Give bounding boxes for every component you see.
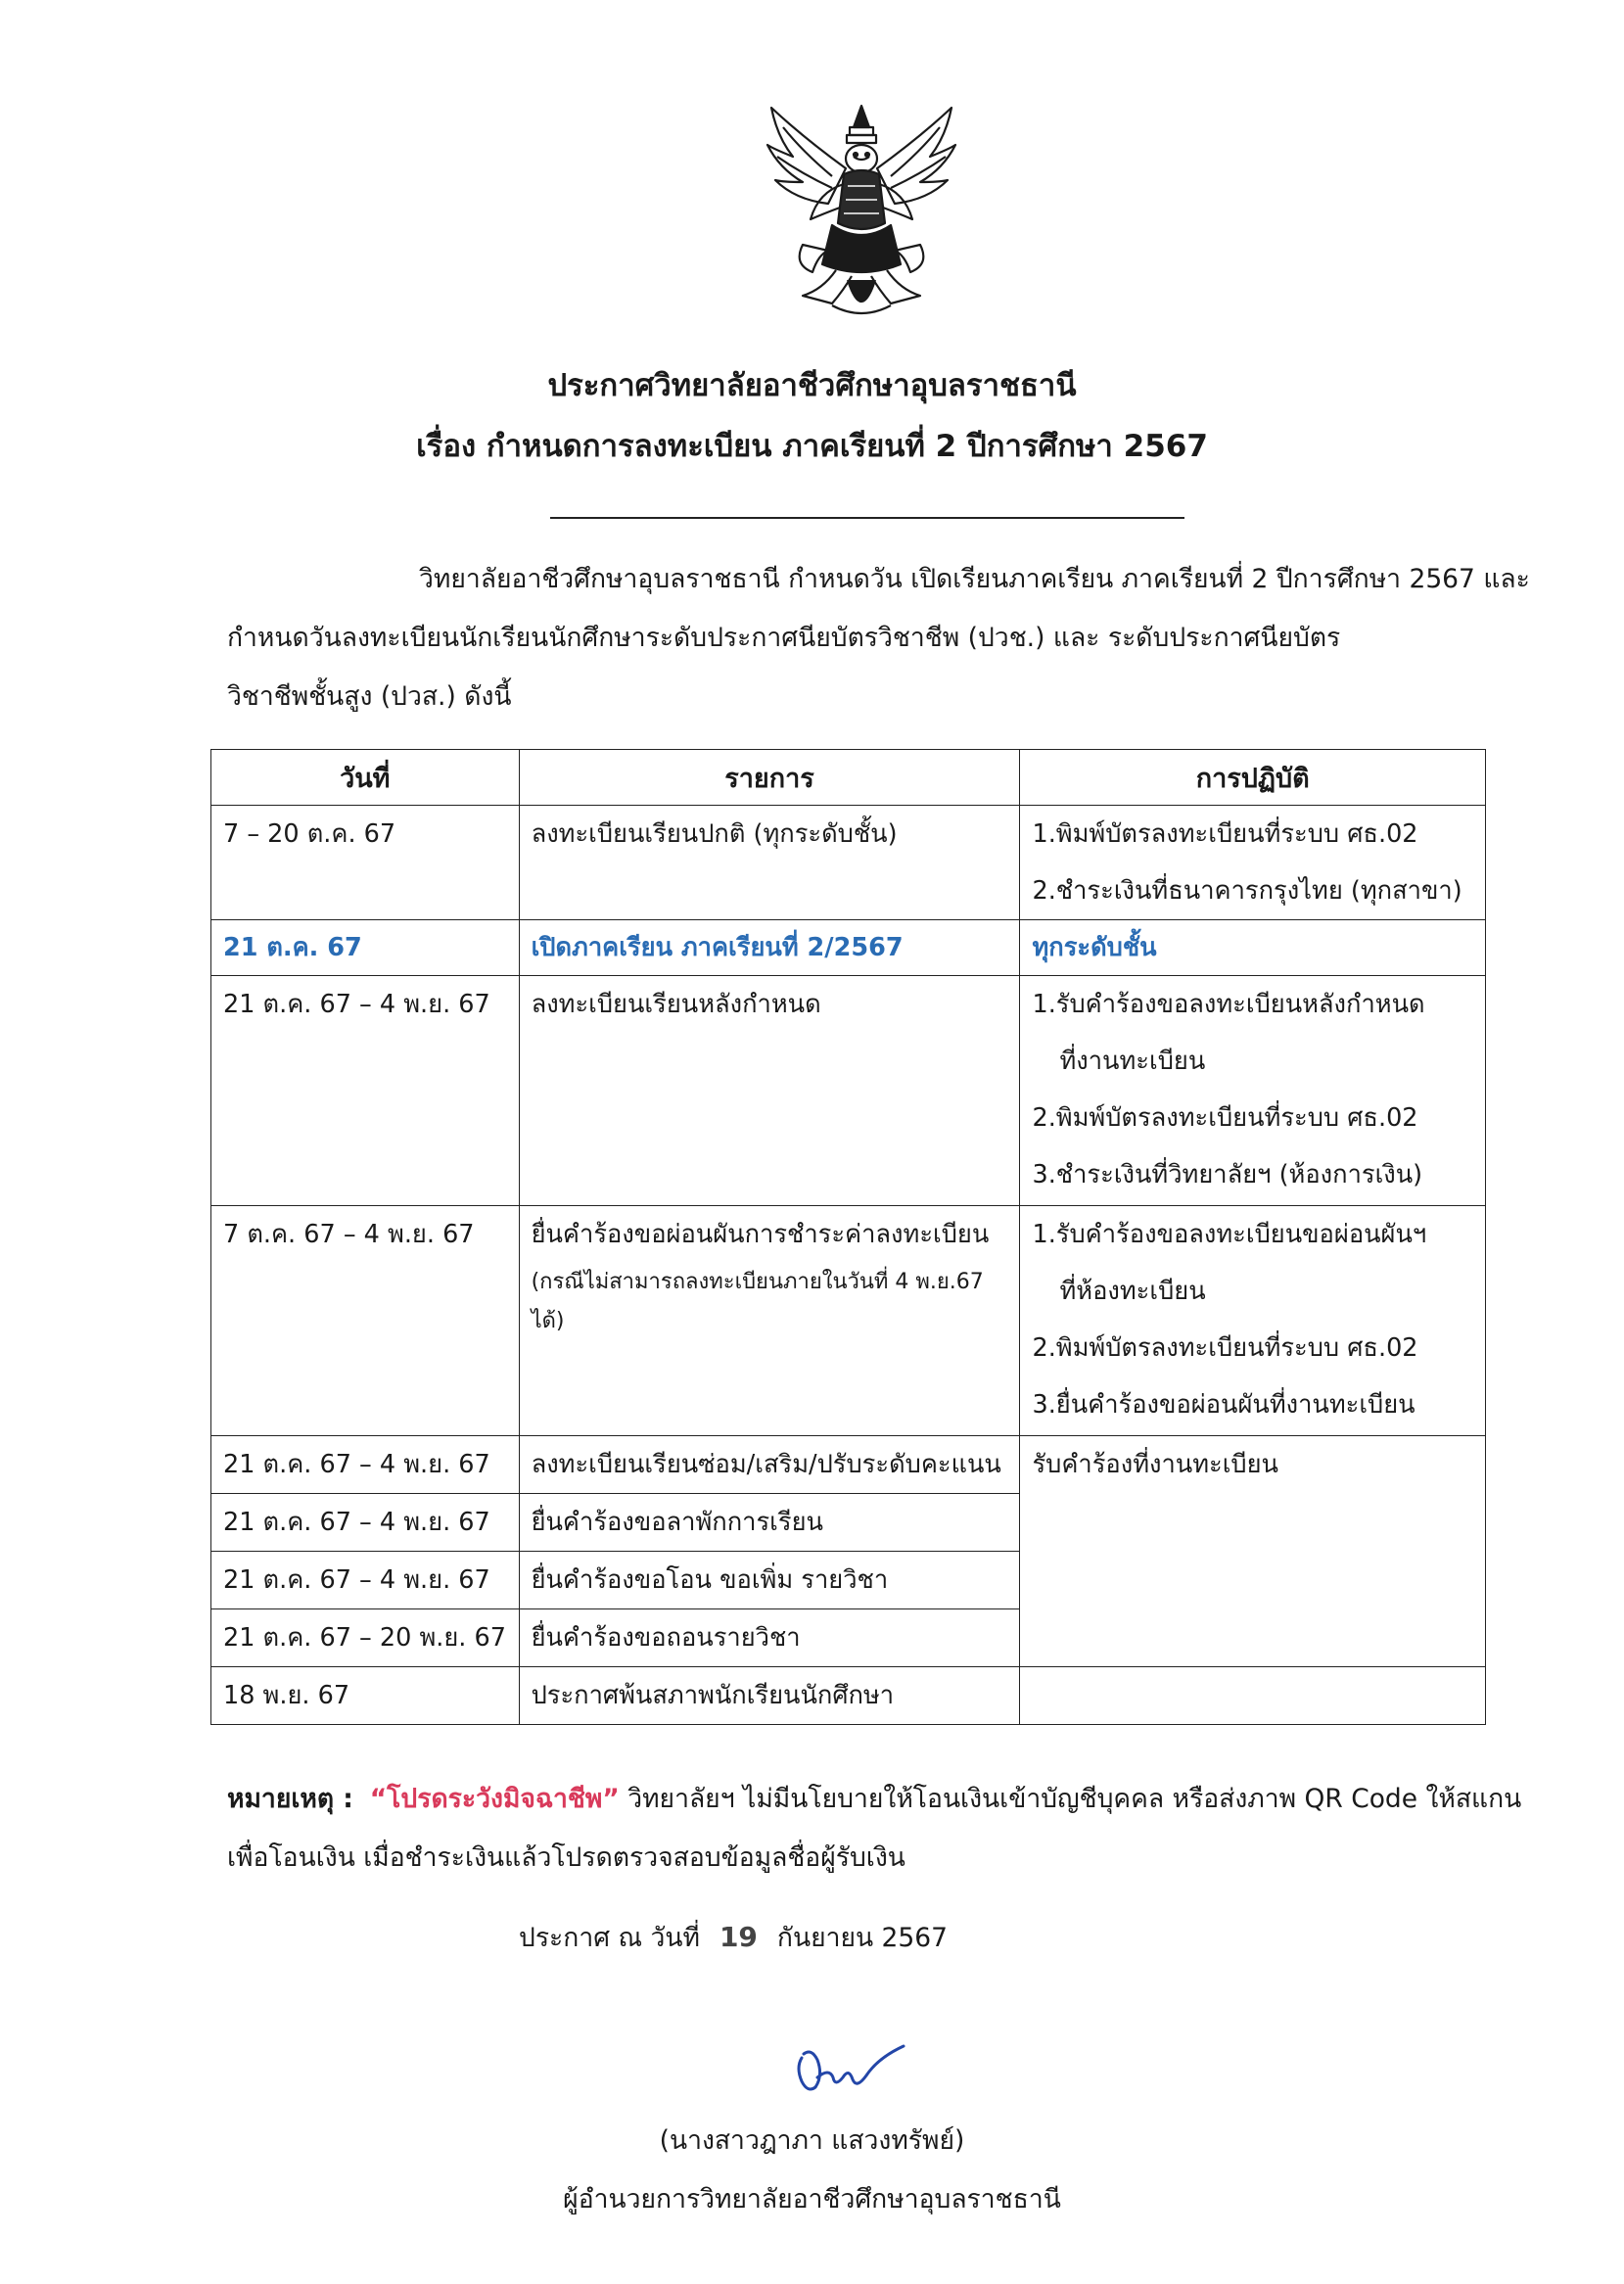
row-date: 18 พ.ย. 67 (211, 1667, 520, 1725)
remark-text: วิทยาลัยฯ ไม่มีนโยบายให้โอนเงินเข้าบัญชีบุคคล หรือส่งภาพ QR Code ให้สแกน (619, 1784, 1522, 1814)
row-date: 21 ต.ค. 67 – 4 พ.ย. 67 (211, 1494, 520, 1552)
remark-label: หมายเหตุ : (227, 1784, 353, 1814)
table-row (211, 806, 1486, 920)
intro-line-1: วิทยาลัยอาชีวศึกษาอุบลราชธานี กำหนดวัน เปิดเรียนภาคเรียน ภาคเรียนที่ 2 ปีการศึกษา 2567 และ (419, 564, 1530, 594)
row-actions: 1.รับคำร้องขอลงทะเบียนขอผ่อนผันฯ ที่ห้องทะเบียน 2.พิมพ์บัตรลงทะเบียนที่ระบบ ศธ.02 3.ยื่นคำร้องขอผ่อนผันที่งานทะเบียน (1020, 1206, 1486, 1436)
header-date: วันที่ (211, 750, 520, 806)
row-date: 21 ต.ค. 67 – 20 พ.ย. 67 (211, 1609, 520, 1667)
row-actions: 1.พิมพ์บัตรลงทะเบียนที่ระบบ ศธ.02 2.ชำระเงินที่ธนาคารกรุงไทย (ทุกสาขา) (1020, 806, 1486, 920)
table-row (211, 976, 1486, 1206)
row-date: 21 ต.ค. 67 – 4 พ.ย. 67 (211, 1552, 520, 1609)
header-action: การปฏิบัติ (1020, 750, 1486, 806)
row-date: 7 – 20 ต.ค. 67 (211, 806, 520, 920)
signature-icon (788, 2038, 915, 2107)
merged-action-cell: รับคำร้องที่งานทะเบียน (1020, 1436, 1486, 1667)
row-actions (1020, 1667, 1486, 1725)
fraud-warning: “โปรดระวังมิจฉาชีพ” (369, 1784, 620, 1814)
row-date: 21 ต.ค. 67 (211, 920, 520, 976)
garuda-emblem-icon (764, 98, 959, 328)
announcement-subject: เรื่อง กำหนดการลงทะเบียน ภาคเรียนที่ 2 ปีการศึกษา 2567 (416, 429, 1208, 464)
table-row (211, 1667, 1486, 1725)
row-item: ยื่นคำร้องขอลาพักการเรียน (519, 1494, 1020, 1552)
table-row (211, 1436, 1486, 1494)
row-date: 21 ต.ค. 67 – 4 พ.ย. 67 (211, 976, 520, 1206)
remark-section (227, 1770, 1522, 1888)
announce-month-year: กันยายน 2567 (776, 1923, 948, 1953)
announcement-title: ประกาศวิทยาลัยอาชีวศึกษาอุบลราชธานี (547, 368, 1077, 403)
row-actions: 1.รับคำร้องขอลงทะเบียนหลังกำหนด ที่งานทะเบียน 2.พิมพ์บัตรลงทะเบียนที่ระบบ ศธ.02 3.ชำระเงินที่วิทยาลัยฯ (ห้องการเงิน) (1020, 976, 1486, 1206)
row-item-note: (กรณีไม่สามารถลงทะเบียนภายในวันที่ 4 พ.ย.67 ได้) (531, 1270, 984, 1333)
row-date: 7 ต.ค. 67 – 4 พ.ย. 67 (211, 1206, 520, 1436)
row-item: ยื่นคำร้องขอโอน ขอเพิ่ม รายวิชา (519, 1552, 1020, 1609)
intro-line-2: กำหนดวันลงทะเบียนนักเรียนนักศึกษาระดับประกาศนียบัตรวิชาชีพ (ปวช.) และ ระดับประกาศนียบัตร (227, 623, 1341, 653)
row-item: ยื่นคำร้องขอถอนรายวิชา (519, 1609, 1020, 1667)
announce-prefix: ประกาศ ณ วันที่ (519, 1923, 700, 1953)
row-item: ยื่นคำร้องขอผ่อนผันการชำระค่าลงทะเบียน (กรณีไม่สามารถลงทะเบียนภายในวันที่ 4 พ.ย.67 ได้) (519, 1206, 1020, 1436)
header-item: รายการ (519, 750, 1020, 806)
intro-line-3: วิชาชีพชั้นสูง (ปวส.) ดังนี้ (227, 681, 512, 712)
announce-day: 19 (719, 1921, 758, 1953)
row-actions: ทุกระดับชั้น (1020, 920, 1486, 976)
announcement-date (519, 1917, 948, 1958)
intro-paragraph (227, 550, 1530, 726)
row-item: ประกาศพ้นสภาพนักเรียนนักศึกษา (519, 1667, 1020, 1725)
registration-schedule-table (210, 749, 1486, 1725)
table-row (211, 920, 1486, 976)
remark-line-2: เพื่อโอนเงิน เมื่อชำระเงินแล้วโปรดตรวจสอบข้อมูลชื่อผู้รับเงิน (227, 1842, 905, 1873)
table-header-row (211, 750, 1486, 806)
row-item: เปิดภาคเรียน ภาคเรียนที่ 2/2567 (519, 920, 1020, 976)
row-date: 21 ต.ค. 67 – 4 พ.ย. 67 (211, 1436, 520, 1494)
row-item: ลงทะเบียนเรียนซ่อม/เสริม/ปรับระดับคะแนน (519, 1436, 1020, 1494)
table-row (211, 1206, 1486, 1436)
row-item: ลงทะเบียนเรียนปกติ (ทุกระดับชั้น) (519, 806, 1020, 920)
signer-name: (นางสาวฎาภา แสวงทรัพย์) (659, 2125, 965, 2156)
remark-line-1 (227, 1770, 1522, 1829)
signer-position: ผู้อำนวยการวิทยาลัยอาชีวศึกษาอุบลราชธานี (563, 2184, 1061, 2214)
row-item: ลงทะเบียนเรียนหลังกำหนด (519, 976, 1020, 1206)
title-divider (550, 517, 1184, 519)
